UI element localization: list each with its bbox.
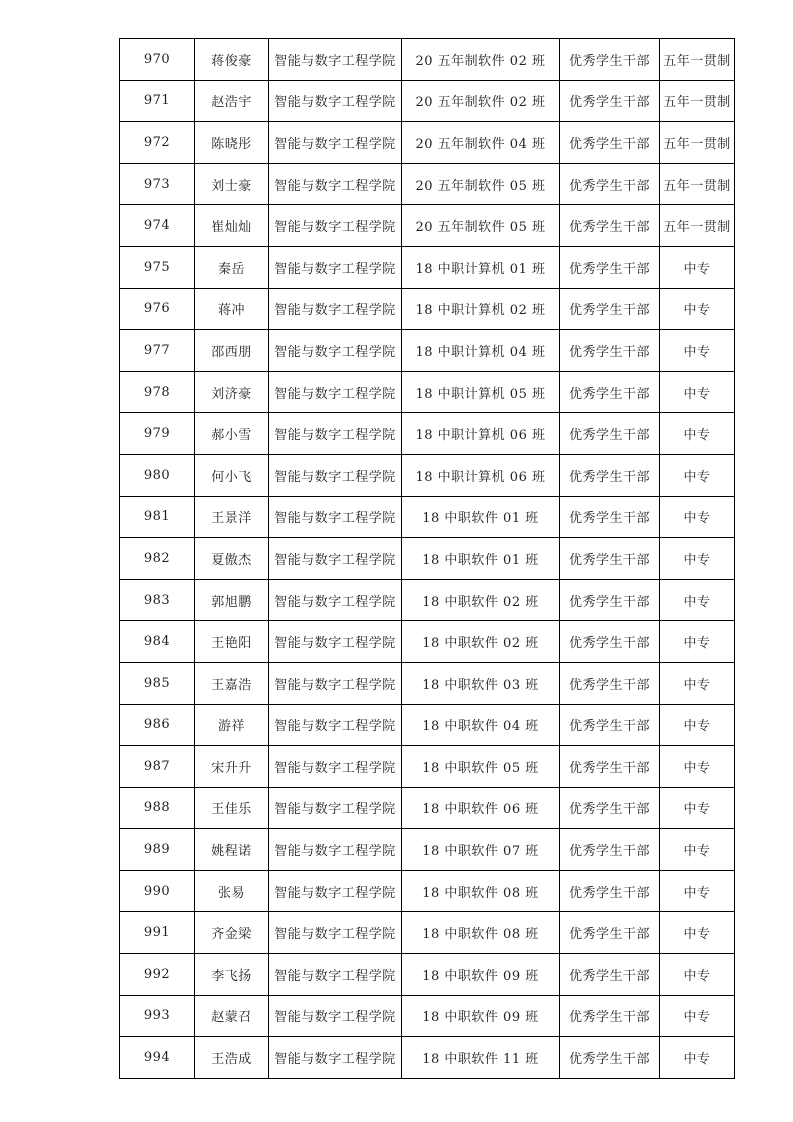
class-cell: 18 中职软件 08 班 — [402, 870, 560, 912]
student-name-cell: 齐金梁 — [195, 912, 269, 954]
row-number-cell: 970 — [120, 39, 195, 81]
table-row — [120, 912, 735, 954]
program-type-cell: 五年一贯制 — [660, 122, 735, 164]
class-cell: 18 中职计算机 06 班 — [402, 454, 560, 496]
award-cell: 优秀学生干部 — [560, 746, 660, 788]
row-number-cell: 991 — [120, 912, 195, 954]
program-type-cell: 五年一贯制 — [660, 39, 735, 81]
program-type-cell: 五年一贯制 — [660, 80, 735, 122]
award-roster-table — [119, 38, 735, 1079]
college-cell: 智能与数字工程学院 — [269, 288, 402, 330]
class-cell: 18 中职软件 08 班 — [402, 912, 560, 954]
class-cell: 18 中职软件 06 班 — [402, 787, 560, 829]
row-number-cell: 976 — [120, 288, 195, 330]
row-number-cell: 983 — [120, 579, 195, 621]
award-cell: 优秀学生干部 — [560, 413, 660, 455]
table-row — [120, 80, 735, 122]
college-cell: 智能与数字工程学院 — [269, 787, 402, 829]
student-name-cell: 陈晓彤 — [195, 122, 269, 164]
class-cell: 18 中职计算机 05 班 — [402, 371, 560, 413]
program-type-cell: 中专 — [660, 413, 735, 455]
table-row — [120, 954, 735, 996]
college-cell: 智能与数字工程学院 — [269, 954, 402, 996]
student-name-cell: 王浩成 — [195, 1037, 269, 1079]
row-number-cell: 988 — [120, 787, 195, 829]
table-row — [120, 538, 735, 580]
table-row — [120, 371, 735, 413]
award-cell: 优秀学生干部 — [560, 1037, 660, 1079]
student-name-cell: 王嘉浩 — [195, 662, 269, 704]
program-type-cell: 中专 — [660, 371, 735, 413]
table-row — [120, 246, 735, 288]
college-cell: 智能与数字工程学院 — [269, 1037, 402, 1079]
class-cell: 18 中职软件 01 班 — [402, 496, 560, 538]
table-row — [120, 787, 735, 829]
award-cell: 优秀学生干部 — [560, 538, 660, 580]
class-cell: 20 五年制软件 05 班 — [402, 163, 560, 205]
class-cell: 18 中职软件 09 班 — [402, 954, 560, 996]
award-cell: 优秀学生干部 — [560, 80, 660, 122]
college-cell: 智能与数字工程学院 — [269, 371, 402, 413]
row-number-cell: 990 — [120, 870, 195, 912]
row-number-cell: 994 — [120, 1037, 195, 1079]
class-cell: 20 五年制软件 04 班 — [402, 122, 560, 164]
table-row — [120, 288, 735, 330]
row-number-cell: 972 — [120, 122, 195, 164]
student-name-cell: 赵浩宇 — [195, 80, 269, 122]
student-name-cell: 刘济豪 — [195, 371, 269, 413]
table-row — [120, 496, 735, 538]
college-cell: 智能与数字工程学院 — [269, 579, 402, 621]
award-cell: 优秀学生干部 — [560, 246, 660, 288]
award-cell: 优秀学生干部 — [560, 579, 660, 621]
class-cell: 18 中职软件 11 班 — [402, 1037, 560, 1079]
award-cell: 优秀学生干部 — [560, 870, 660, 912]
row-number-cell: 981 — [120, 496, 195, 538]
row-number-cell: 980 — [120, 454, 195, 496]
row-number-cell: 989 — [120, 829, 195, 871]
college-cell: 智能与数字工程学院 — [269, 330, 402, 372]
student-name-cell: 邵西朋 — [195, 330, 269, 372]
row-number-cell: 979 — [120, 413, 195, 455]
student-name-cell: 郭旭鹏 — [195, 579, 269, 621]
class-cell: 18 中职计算机 02 班 — [402, 288, 560, 330]
award-cell: 优秀学生干部 — [560, 954, 660, 996]
student-name-cell: 刘士豪 — [195, 163, 269, 205]
program-type-cell: 中专 — [660, 829, 735, 871]
college-cell: 智能与数字工程学院 — [269, 829, 402, 871]
award-cell: 优秀学生干部 — [560, 662, 660, 704]
student-name-cell: 宋升升 — [195, 746, 269, 788]
college-cell: 智能与数字工程学院 — [269, 163, 402, 205]
program-type-cell: 中专 — [660, 870, 735, 912]
table-row — [120, 829, 735, 871]
award-cell: 优秀学生干部 — [560, 787, 660, 829]
program-type-cell: 中专 — [660, 454, 735, 496]
table-row — [120, 704, 735, 746]
class-cell: 18 中职软件 04 班 — [402, 704, 560, 746]
student-name-cell: 王景洋 — [195, 496, 269, 538]
program-type-cell: 中专 — [660, 954, 735, 996]
row-number-cell: 987 — [120, 746, 195, 788]
program-type-cell: 中专 — [660, 995, 735, 1037]
document-page — [119, 38, 734, 1079]
college-cell: 智能与数字工程学院 — [269, 746, 402, 788]
class-cell: 18 中职软件 02 班 — [402, 621, 560, 663]
college-cell: 智能与数字工程学院 — [269, 995, 402, 1037]
class-cell: 18 中职软件 07 班 — [402, 829, 560, 871]
program-type-cell: 中专 — [660, 538, 735, 580]
table-row — [120, 1037, 735, 1079]
table-row — [120, 662, 735, 704]
college-cell: 智能与数字工程学院 — [269, 662, 402, 704]
student-name-cell: 崔灿灿 — [195, 205, 269, 247]
class-cell: 20 五年制软件 05 班 — [402, 205, 560, 247]
college-cell: 智能与数字工程学院 — [269, 246, 402, 288]
award-cell: 优秀学生干部 — [560, 829, 660, 871]
program-type-cell: 中专 — [660, 746, 735, 788]
college-cell: 智能与数字工程学院 — [269, 122, 402, 164]
class-cell: 18 中职计算机 04 班 — [402, 330, 560, 372]
program-type-cell: 中专 — [660, 787, 735, 829]
college-cell: 智能与数字工程学院 — [269, 912, 402, 954]
table-row — [120, 163, 735, 205]
row-number-cell: 986 — [120, 704, 195, 746]
award-cell: 优秀学生干部 — [560, 330, 660, 372]
college-cell: 智能与数字工程学院 — [269, 621, 402, 663]
college-cell: 智能与数字工程学院 — [269, 704, 402, 746]
row-number-cell: 985 — [120, 662, 195, 704]
college-cell: 智能与数字工程学院 — [269, 80, 402, 122]
program-type-cell: 中专 — [660, 621, 735, 663]
college-cell: 智能与数字工程学院 — [269, 496, 402, 538]
roster-table-body — [120, 39, 735, 1079]
table-row — [120, 621, 735, 663]
table-row — [120, 205, 735, 247]
row-number-cell: 984 — [120, 621, 195, 663]
class-cell: 18 中职软件 03 班 — [402, 662, 560, 704]
student-name-cell: 蒋俊豪 — [195, 39, 269, 81]
program-type-cell: 五年一贯制 — [660, 205, 735, 247]
student-name-cell: 赵蒙召 — [195, 995, 269, 1037]
student-name-cell: 游祥 — [195, 704, 269, 746]
student-name-cell: 李飞扬 — [195, 954, 269, 996]
student-name-cell: 姚程诺 — [195, 829, 269, 871]
program-type-cell: 中专 — [660, 288, 735, 330]
award-cell: 优秀学生干部 — [560, 205, 660, 247]
program-type-cell: 中专 — [660, 246, 735, 288]
row-number-cell: 982 — [120, 538, 195, 580]
row-number-cell: 978 — [120, 371, 195, 413]
program-type-cell: 中专 — [660, 662, 735, 704]
class-cell: 18 中职计算机 06 班 — [402, 413, 560, 455]
award-cell: 优秀学生干部 — [560, 496, 660, 538]
row-number-cell: 992 — [120, 954, 195, 996]
table-row — [120, 870, 735, 912]
class-cell: 18 中职计算机 01 班 — [402, 246, 560, 288]
table-row — [120, 330, 735, 372]
table-row — [120, 122, 735, 164]
award-cell: 优秀学生干部 — [560, 122, 660, 164]
student-name-cell: 王佳乐 — [195, 787, 269, 829]
program-type-cell: 五年一贯制 — [660, 163, 735, 205]
college-cell: 智能与数字工程学院 — [269, 205, 402, 247]
row-number-cell: 973 — [120, 163, 195, 205]
table-row — [120, 579, 735, 621]
college-cell: 智能与数字工程学院 — [269, 413, 402, 455]
award-cell: 优秀学生干部 — [560, 912, 660, 954]
row-number-cell: 975 — [120, 246, 195, 288]
program-type-cell: 中专 — [660, 704, 735, 746]
program-type-cell: 中专 — [660, 579, 735, 621]
student-name-cell: 张易 — [195, 870, 269, 912]
table-row — [120, 39, 735, 81]
table-row — [120, 413, 735, 455]
class-cell: 18 中职软件 01 班 — [402, 538, 560, 580]
class-cell: 20 五年制软件 02 班 — [402, 80, 560, 122]
college-cell: 智能与数字工程学院 — [269, 454, 402, 496]
row-number-cell: 993 — [120, 995, 195, 1037]
row-number-cell: 971 — [120, 80, 195, 122]
program-type-cell: 中专 — [660, 330, 735, 372]
award-cell: 优秀学生干部 — [560, 371, 660, 413]
class-cell: 20 五年制软件 02 班 — [402, 39, 560, 81]
table-row — [120, 995, 735, 1037]
student-name-cell: 王艳阳 — [195, 621, 269, 663]
row-number-cell: 974 — [120, 205, 195, 247]
student-name-cell: 秦岳 — [195, 246, 269, 288]
program-type-cell: 中专 — [660, 496, 735, 538]
program-type-cell: 中专 — [660, 1037, 735, 1079]
student-name-cell: 夏傲杰 — [195, 538, 269, 580]
college-cell: 智能与数字工程学院 — [269, 39, 402, 81]
award-cell: 优秀学生干部 — [560, 704, 660, 746]
award-cell: 优秀学生干部 — [560, 163, 660, 205]
award-cell: 优秀学生干部 — [560, 621, 660, 663]
award-cell: 优秀学生干部 — [560, 288, 660, 330]
award-cell: 优秀学生干部 — [560, 39, 660, 81]
table-row — [120, 454, 735, 496]
class-cell: 18 中职软件 09 班 — [402, 995, 560, 1037]
table-row — [120, 746, 735, 788]
student-name-cell: 蒋冲 — [195, 288, 269, 330]
class-cell: 18 中职软件 02 班 — [402, 579, 560, 621]
program-type-cell: 中专 — [660, 912, 735, 954]
student-name-cell: 何小飞 — [195, 454, 269, 496]
student-name-cell: 郝小雪 — [195, 413, 269, 455]
college-cell: 智能与数字工程学院 — [269, 870, 402, 912]
class-cell: 18 中职软件 05 班 — [402, 746, 560, 788]
award-cell: 优秀学生干部 — [560, 454, 660, 496]
row-number-cell: 977 — [120, 330, 195, 372]
college-cell: 智能与数字工程学院 — [269, 538, 402, 580]
award-cell: 优秀学生干部 — [560, 995, 660, 1037]
